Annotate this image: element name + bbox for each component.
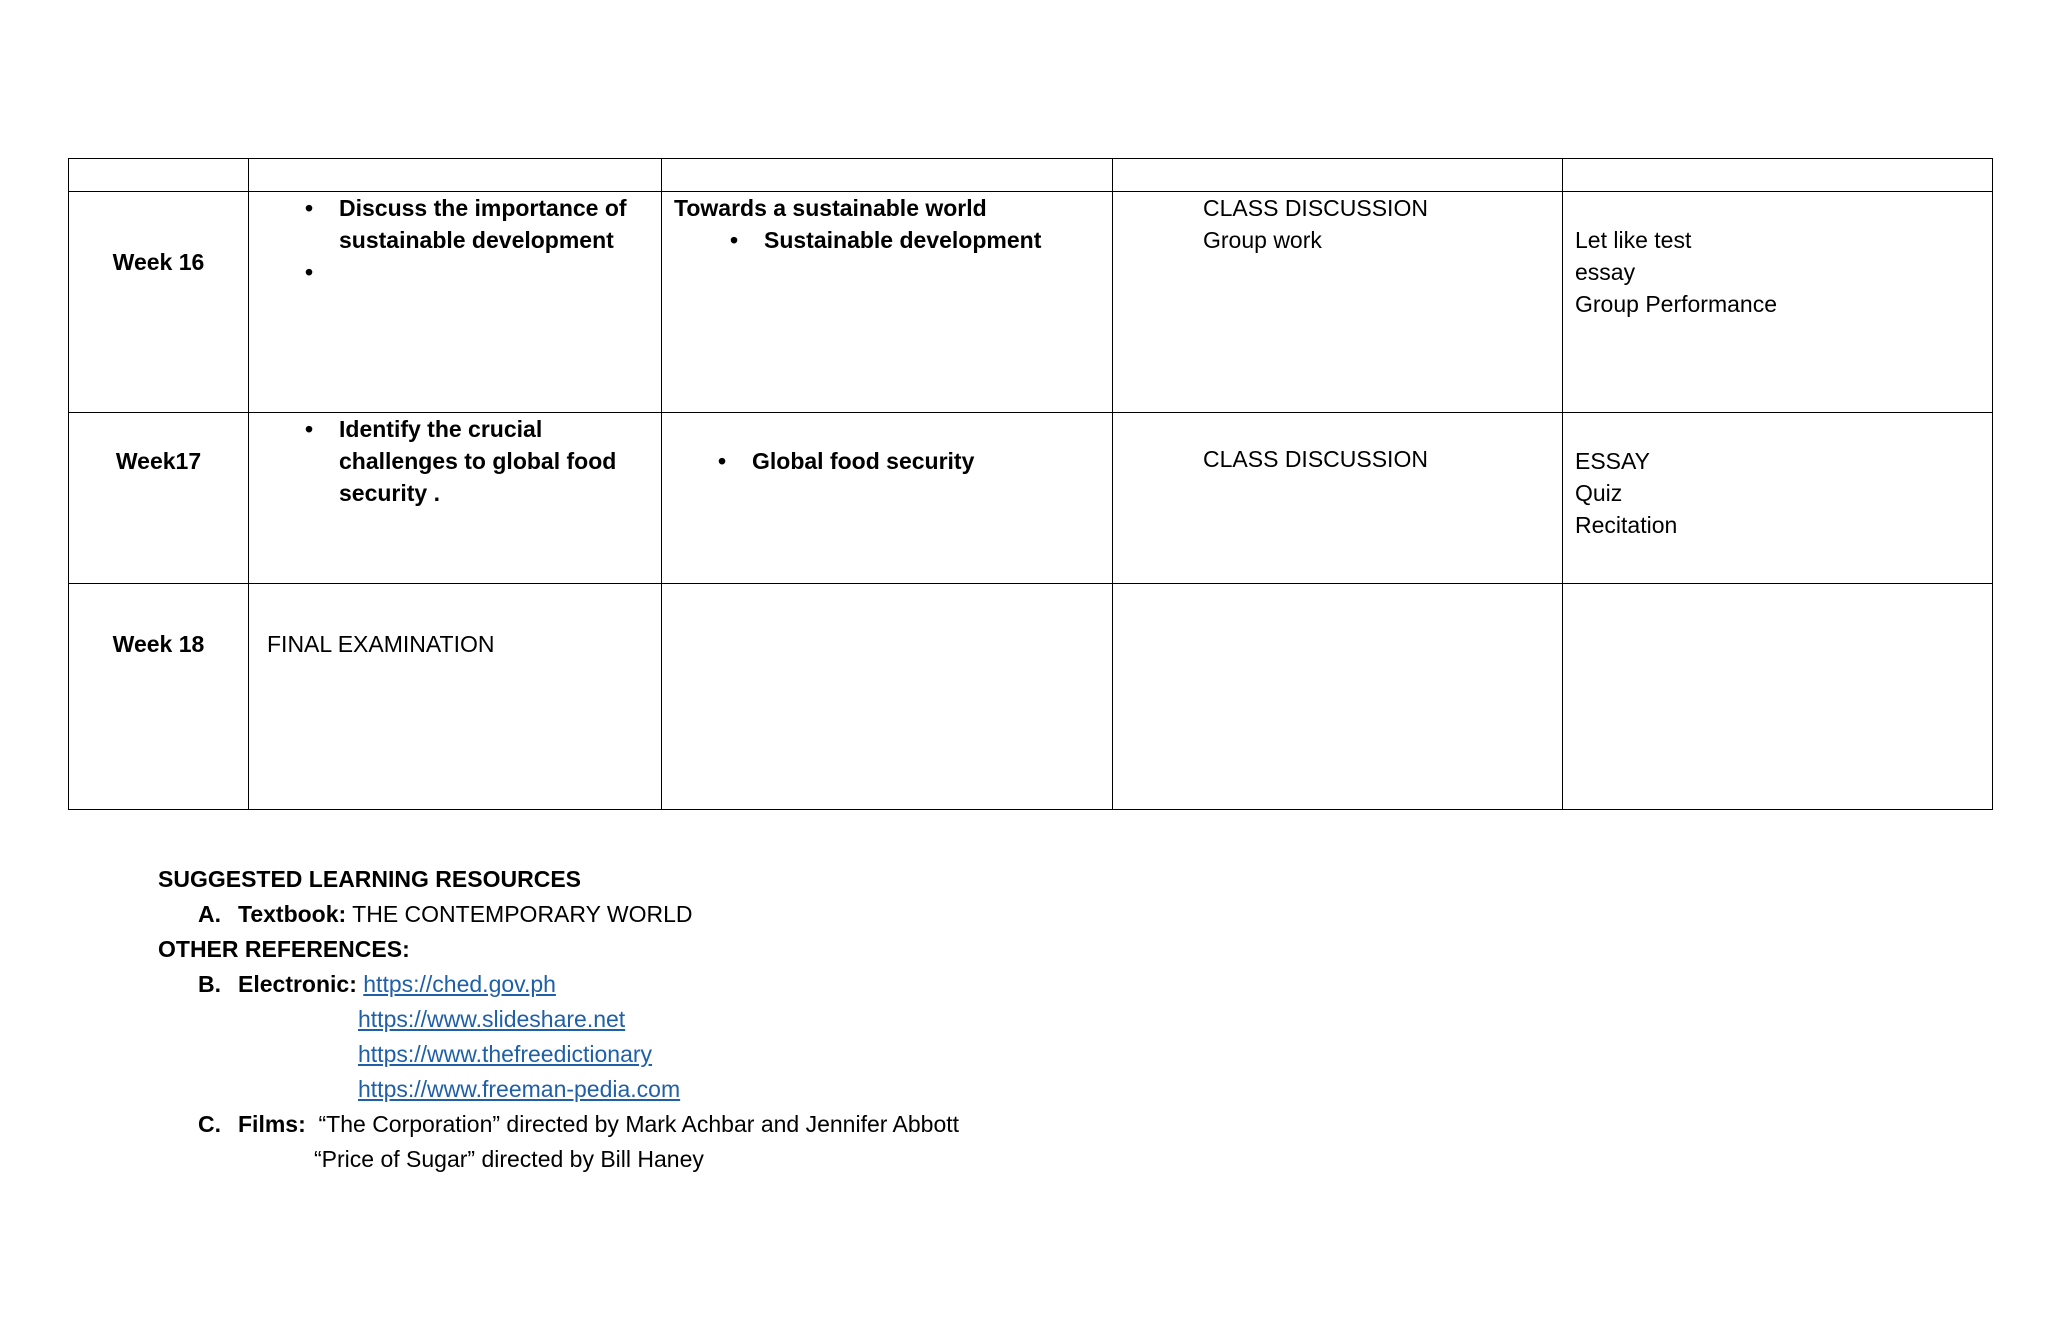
week-label: Week17 — [115, 448, 202, 474]
topic-item: • Global food security — [752, 445, 1112, 477]
assessment-item: Let like test — [1575, 227, 1692, 253]
table-header-row — [69, 159, 1993, 192]
topics-cell — [662, 192, 1113, 413]
link-line — [158, 1072, 959, 1107]
week-cell — [69, 413, 249, 584]
textbook-line — [158, 897, 959, 932]
films-line — [158, 1107, 959, 1142]
table-row-week-16 — [69, 192, 1993, 413]
assessment-item: essay — [1575, 259, 1636, 285]
objectives-cell — [249, 584, 662, 810]
learning-resources — [158, 862, 959, 1177]
link-freeman-pedia[interactable]: https://www.freeman-pedia.com — [358, 1076, 681, 1102]
table-row-week-17 — [69, 413, 1993, 584]
objectives-list — [249, 192, 661, 288]
objective-item: • Discuss the importance of sustainable development — [339, 192, 651, 256]
topic-item: • Sustainable development — [764, 224, 1112, 256]
header-cell-objectives — [249, 159, 662, 192]
assessment-cell — [1563, 413, 1993, 584]
link-line — [158, 1002, 959, 1037]
textbook-title: THE CONTEMPORARY WORLD — [352, 901, 693, 927]
topic-title: Towards a sustainable world — [674, 195, 987, 221]
header-cell-topics — [662, 159, 1113, 192]
final-exam-label: FINAL EXAMINATION — [267, 631, 495, 657]
assessment-cell — [1563, 192, 1993, 413]
objectives-cell — [249, 192, 662, 413]
topics-list — [674, 224, 1112, 256]
method-item: Group work — [1203, 227, 1322, 253]
objective-item-empty — [339, 256, 651, 288]
header-cell-week — [69, 159, 249, 192]
syllabus-table — [68, 158, 1993, 810]
assessment-item: ESSAY — [1575, 448, 1650, 474]
assessment-item: Quiz — [1575, 480, 1623, 506]
methods-cell — [1113, 413, 1563, 584]
week-cell — [69, 192, 249, 413]
film-item: “Price of Sugar” directed by Bill Haney — [314, 1146, 704, 1172]
resources-heading: SUGGESTED LEARNING RESOURCES — [158, 866, 581, 892]
link-thefreedictionary[interactable]: https://www.thefreedictionary — [358, 1041, 653, 1067]
week-label: Week 16 — [112, 249, 205, 275]
methods-cell — [1113, 192, 1563, 413]
method-item: CLASS DISCUSSION — [1203, 446, 1428, 472]
objectives-list — [249, 413, 661, 509]
topics-cell — [662, 584, 1113, 810]
list-letter: C. — [198, 1111, 221, 1137]
assessment-list — [1575, 413, 1992, 541]
topics-list — [662, 413, 1112, 477]
list-letter: A. — [198, 901, 221, 927]
methods-cell — [1113, 584, 1563, 810]
electronic-label: Electronic: — [238, 971, 357, 997]
other-references-heading: OTHER REFERENCES: — [158, 936, 410, 962]
assessment-item: Group Performance — [1575, 291, 1777, 317]
objectives-cell — [249, 413, 662, 584]
film-item: “The Corporation” directed by Mark Achbar and Jennifer Abbott — [318, 1111, 960, 1137]
assessment-list — [1575, 192, 1992, 320]
link-ched[interactable]: https://ched.gov.ph — [363, 971, 556, 997]
assessment-item: Recitation — [1575, 512, 1678, 538]
header-cell-assessment — [1563, 159, 1993, 192]
table-row-week-18 — [69, 584, 1993, 810]
list-letter: B. — [198, 971, 221, 997]
films-label: Films: — [238, 1111, 306, 1137]
assessment-cell — [1563, 584, 1993, 810]
objective-item: • Identify the crucial challenges to global food security . — [339, 413, 651, 509]
link-slideshare[interactable]: https://www.slideshare.net — [358, 1006, 626, 1032]
film-line — [158, 1142, 959, 1177]
topics-cell — [662, 413, 1113, 584]
method-item: CLASS DISCUSSION — [1203, 195, 1428, 221]
week-cell — [69, 584, 249, 810]
textbook-label: Textbook: — [238, 901, 347, 927]
link-line — [158, 1037, 959, 1072]
week-label: Week 18 — [112, 631, 205, 657]
header-cell-methods — [1113, 159, 1563, 192]
electronic-line — [158, 967, 959, 1002]
